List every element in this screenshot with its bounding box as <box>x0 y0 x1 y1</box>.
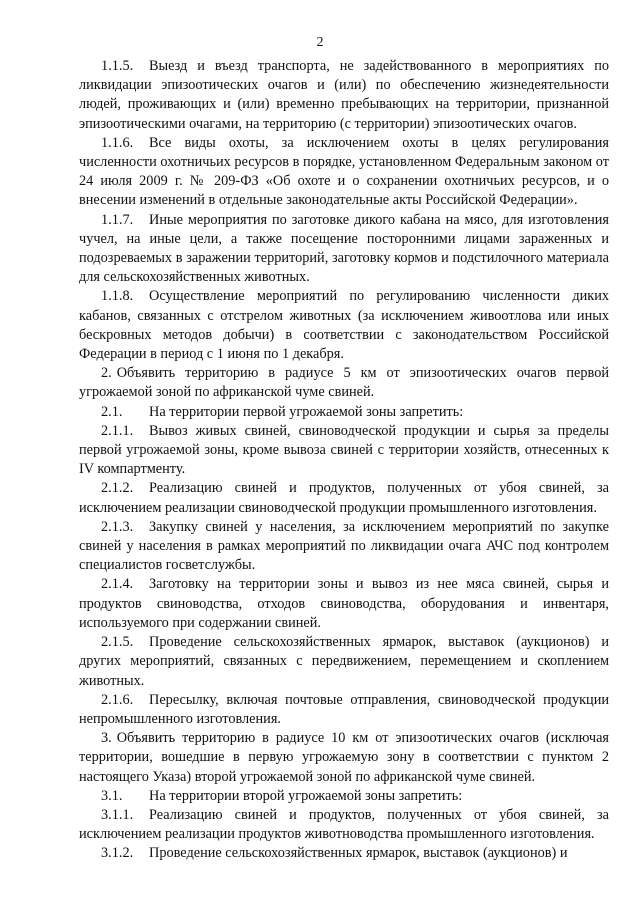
paragraph-number: 2.1.6. <box>101 691 134 708</box>
paragraph-text: Реализацию свиней и продуктов, полученных от убоя свиней, за исключением реализации свиноводческой продукции промышленного изготовления. <box>79 480 609 516</box>
paragraph-number: 2.1.4. <box>101 576 134 593</box>
paragraph-number: 1.1.5. <box>101 58 134 74</box>
paragraph-text: На территории второй угрожаемой зоны запретить: <box>149 787 463 804</box>
paragraph-text: Выезд и въезд транспорта, не задействованного в мероприятиях по ликвидации эпизоотических очагов и (или) по обеспечению жизнедеятельности людей, проживающих и (или) временно пребывающих на территории, признанной эпизоотическими очагами, на территорию (с территории) эпизоотических очагов. <box>79 58 609 132</box>
paragraph-number: 3.1. <box>101 787 123 804</box>
paragraph <box>79 633 609 691</box>
paragraph-text: Заготовку на территории зоны и вывоз из нее мяса свиней, сырья и продуктов свиноводства, отходов свиноводства, оборудования и инвентаря, используемого при содержании свиней. <box>79 576 609 631</box>
paragraph-text: Все виды охоты, за исключением охоты в целях регулирования численности охотничьих ресурсов в порядке, установленном Федеральным законом от 24 июля 2009 г. № 209-ФЗ «Об охоте и о сохранении охотничьих ресурсов, и о внесении изменений в отдельные законодательные акты Российской Федерации». <box>79 134 609 209</box>
paragraph-text: Реализацию свиней и продуктов, полученных от убоя свиней, за исключением реализации продуктов животноводства промышленного изготовления. <box>79 806 609 843</box>
paragraph-text: Пересылку, включая почтовые отправления, свиноводческой продукции непромышленного изготовления. <box>79 691 609 727</box>
paragraph <box>79 479 609 517</box>
paragraph <box>79 364 609 402</box>
paragraph <box>79 729 609 787</box>
paragraph <box>79 575 609 633</box>
paragraph <box>79 134 609 211</box>
paragraph <box>79 844 609 863</box>
paragraph-number: 2.1.2. <box>101 480 134 497</box>
paragraph-number: 3.1.2. <box>101 845 134 862</box>
paragraph-number: 2.1.5. <box>101 634 134 651</box>
document-body <box>79 57 609 864</box>
paragraph-text: Иные мероприятия по заготовке дикого кабана на мясо, для изготовления чучел, на иные цели, а также посещение посторонними лицами зараженных и подозреваемых в заражении территорий, заготовку кормов и подстилочного материала для сельскохозяйственных животных. <box>79 211 609 286</box>
paragraph-text: Закупку свиней у населения, за исключением мероприятий по закупке свиней у населения в рамках мероприятий по ликвидации очага АЧС под контролем специалистов госветслужбы. <box>79 518 609 574</box>
paragraph <box>79 57 609 134</box>
paragraph <box>79 422 609 480</box>
paragraph-number: 1.1.8. <box>101 288 134 305</box>
paragraph-number: 1.1.7. <box>101 211 134 228</box>
paragraph-number: 3.1.1. <box>101 806 134 823</box>
paragraph-text: Осуществление мероприятий по регулированию численности диких кабанов, связанных с отстрелом животных (за исключением живоотлова или иных бескровных методов добычи) в соответствии с законодательством Российской Федерации в период с 1 июня по 1 декабря. <box>79 288 609 363</box>
paragraph-number: 2. <box>101 365 112 382</box>
paragraph <box>79 691 609 729</box>
paragraph <box>79 518 609 576</box>
paragraph <box>79 287 609 364</box>
paragraph-number: 1.1.6. <box>101 134 134 151</box>
paragraph-number: 2.1.3. <box>101 518 134 535</box>
page-number: 2 <box>316 35 324 50</box>
paragraph-text: Объявить территорию в радиусе 10 км от эпизоотических очагов (исключая территории, вошедшие в первую угрожаемую зону в соответствии с пунктом 2 настоящего Указа) второй угрожаемой зоной по африканской чуме свиней. <box>79 730 609 785</box>
paragraph-text: Проведение сельскохозяйственных ярмарок, выставок (аукционов) и <box>149 845 568 862</box>
paragraph <box>79 787 609 806</box>
paragraph-text: Объявить территорию в радиусе 5 км от эпизоотических очагов первой угрожаемой зоной по африканской чуме свиней. <box>79 365 609 401</box>
paragraph-number: 2.1. <box>101 403 123 420</box>
paragraph-text: Вывоз живых свиней, свиноводческой продукции и сырья за пределы первой угрожаемой зоны, кроме вывоза свиней с территории хозяйств, отнесенных к IV компартменту. <box>79 422 609 478</box>
paragraph-number: 2.1.1. <box>101 422 134 439</box>
paragraph-text: Проведение сельскохозяйственных ярмарок, выставок (аукционов) и других мероприятий, связанных с передвижением, перемещением и скоплением животных. <box>79 634 609 689</box>
paragraph-text: На территории первой угрожаемой зоны запретить: <box>149 403 464 420</box>
paragraph-number: 3. <box>101 730 112 747</box>
paragraph <box>79 403 609 422</box>
paragraph <box>79 211 609 288</box>
paragraph <box>79 806 609 844</box>
